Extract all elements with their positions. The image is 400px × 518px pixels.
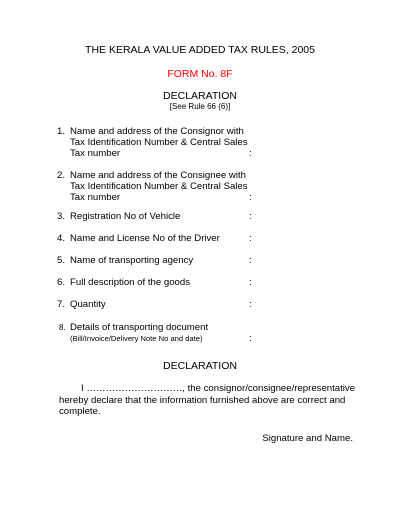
declaration-line: I …………………………, the consignor/consignee/representative <box>81 383 356 394</box>
item-colon: : <box>249 277 252 288</box>
item-label: Tax Identification Number & Central Sales <box>70 137 248 148</box>
item-number: 7. <box>57 299 66 310</box>
item-colon: : <box>249 192 252 203</box>
item-label: Quantity <box>70 299 106 310</box>
item-colon: : <box>249 148 252 159</box>
item-number: 8. <box>59 323 66 332</box>
item-sublabel: (Bill/Invoice/Delivery Note No and date) <box>70 334 203 343</box>
item-label: Full description of the goods <box>70 277 190 288</box>
item-number: 4. <box>57 233 66 244</box>
declaration-line: complete. <box>59 406 101 417</box>
item-colon: : <box>249 333 252 344</box>
item-colon: : <box>249 233 252 244</box>
item-number: 5. <box>57 255 66 266</box>
item-label: Name and License No of the Driver <box>70 233 220 244</box>
item-label: Registration No of Vehicle <box>70 211 181 222</box>
item-number: 2. <box>57 170 66 181</box>
item-label: Tax number <box>70 192 121 203</box>
signature-label: Signature and Name. <box>262 433 353 444</box>
rule-reference: [See Rule 66 (6)] <box>169 102 231 111</box>
item-number: 3. <box>57 211 66 222</box>
item-label: Details of transporting document <box>70 322 209 333</box>
item-number: 6. <box>57 277 66 288</box>
declaration-line: hereby declare that the information furnished above are correct and <box>59 394 346 406</box>
item-colon: : <box>249 255 252 266</box>
item-colon: : <box>249 211 252 222</box>
item-label: Tax number <box>70 148 121 159</box>
document-title: THE KERALA VALUE ADDED TAX RULES, 2005 <box>85 44 315 56</box>
item-number: 1. <box>57 126 66 137</box>
item-label: Name and address of the Consignor with <box>70 126 244 137</box>
item-label: Name and address of the Consignee with <box>70 170 246 181</box>
declaration-section-heading: DECLARATION <box>163 360 237 372</box>
form-number: FORM No. 8F <box>167 68 233 80</box>
declaration-paragraph <box>59 383 356 418</box>
item-label: Tax Identification Number & Central Sales <box>70 181 248 192</box>
item-colon: : <box>249 299 252 310</box>
item-label: Name of transporting agency <box>70 255 194 266</box>
declaration-heading: DECLARATION <box>163 90 237 102</box>
